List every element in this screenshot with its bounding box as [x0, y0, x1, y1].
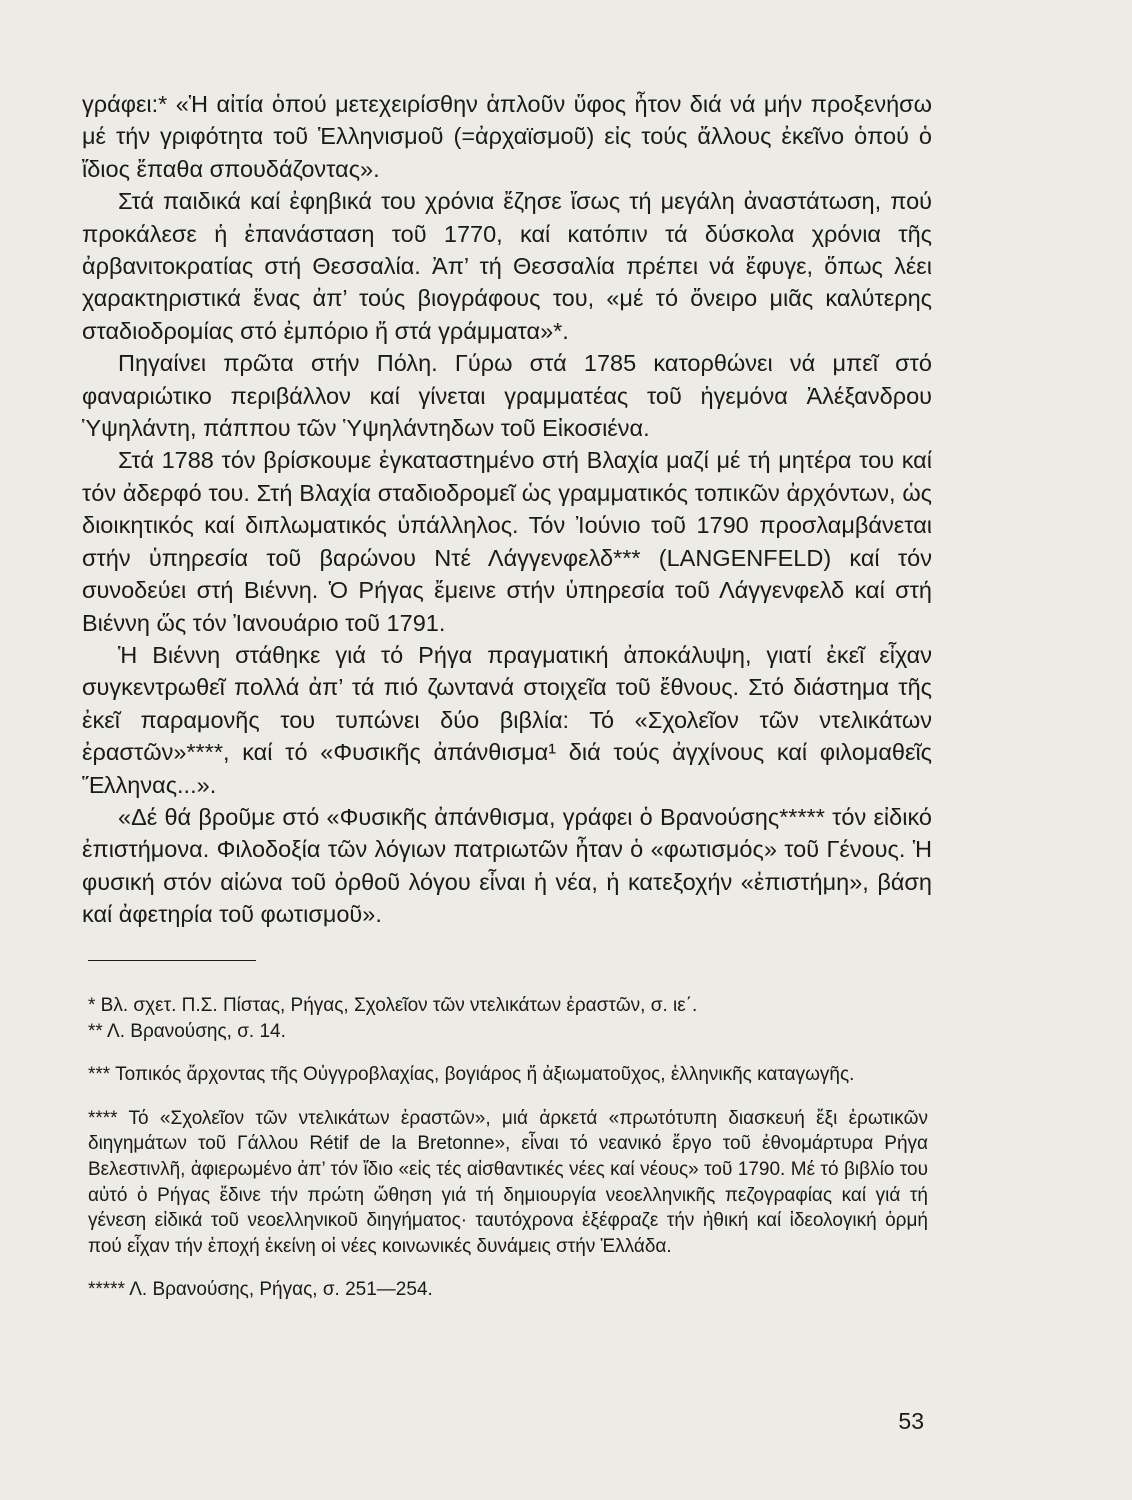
paragraph-4: Στά 1788 τόν βρίσκουμε ἐγκαταστημένο στή Βλαχία μαζί μέ τή μητέρα του καί τόν ἀδερφό του. Στή Βλαχία σταδιοδρομεῖ ὡς γραμματικός τοπικῶν ἀρχόντων, ὡς διοικητικός καί διπλωματικός ὑπάλληλος. Τόν Ἰούνιο τοῦ 1790 προσλαμβάνεται στήν ὑπηρεσία τοῦ βαρώνου Ντέ Λάγγενφελδ*** (LANGENFELD) καί τόν συνοδεύει στή Βιέννη. Ὁ Ρήγας ἔμεινε στήν ὑπηρεσία τοῦ Λάγγενφελδ καί στή Βιέννη ὥς τόν Ἰανουάριο τοῦ 1791. [82, 447, 932, 636]
footnotes [88, 993, 928, 1303]
footnote-1: * Βλ. σχετ. Π.Σ. Πίστας, Ρήγας, Σχολεῖον τῶν ντελικάτων ἐραστῶν, σ. ιε΄. [88, 995, 698, 1016]
footnote-5: ***** Λ. Βρανούσης, Ρήγας, σ. 251—254. [88, 1279, 433, 1301]
footnote-4: **** Τό «Σχολεῖον τῶν ντελικάτων ἐραστῶν», μιά ἀρκετά «πρωτότυπη διασκευή ἔξι ἐρωτικῶν διηγημάτων τοῦ Γάλλου Rétif de la Bretonne», εἶναι τό νεανικό ἔργο τοῦ ἐθνομάρτυρα Ρήγα Βελεστινλῆ, ἀφιερωμένο ἀπ’ τόν ἴδιο «εἰς τές αἰσθαντικές νέες καί νέους» τοῦ 1790. Μέ τό βιβλίο του αὐτό ὁ Ρήγας ἔδινε τήν πρώτη ὤθηση γιά τή δημιουργία νεοελληνικῆς πεζογραφίας καί γιά τή γένεση εἰδικά τοῦ νεοελληνικοῦ διηγήματος· ταυτόχρονα ἐξέφραζε τήν ἠθική καί ἰδεολογική ὁρμή πού εἶχαν τήν ἐποχή ἐκείνη οἱ νέες κοινωνικές δυνάμεις στήν Ἑλλάδα. [88, 1107, 928, 1257]
page-number: 53 [898, 1408, 924, 1434]
paragraph-5: Ἡ Βιέννη στάθηκε γιά τό Ρήγα πραγματική ἀποκάλυψη, γιατί ἐκεῖ εἶχαν συγκεντρωθεῖ πολλά ἀπ’ τά πιό ζωντανά στοιχεῖα τοῦ ἔθνους. Στό διάστημα τῆς ἐκεῖ παραμονῆς του τυπώνει δύο βιβλία: Τό «Σχολεῖον τῶν ντελικάτων ἐραστῶν»****, καί τό «Φυσικῆς ἀπάνθισμα¹ διά τούς ἀγχίνους καί φιλομαθεῖς Ἕλληνας...». [82, 641, 932, 798]
paragraph-6: «Δέ θά βροῦμε στό «Φυσικῆς ἀπάνθισμα, γράφει ὁ Βρανούσης***** τόν εἰδικό ἐπιστήμονα. Φιλοδοξία τῶν λόγιων πατριωτῶν ἦταν ὁ «φωτισμός» τοῦ Γένους. Ἡ φυσική στόν αἰώνα τοῦ ὀρθοῦ λόγου εἶναι ἡ νέα, ἡ κατεξοχήν «ἐπιστήμη», βάση καί ἀφετηρία τοῦ φωτισμοῦ». [82, 803, 932, 928]
footnote-2: ** Λ. Βρανούσης, σ. 14. [88, 1020, 286, 1042]
paragraph-2: Στά παιδικά καί ἐφηβικά του χρόνια ἔζησε ἴσως τή μεγάλη ἀναστάτωση, πού προκάλεσε ἡ ἐπανάσταση τοῦ 1770, καί κατόπιν τά δύσκολα χρόνια τῆς ἀρβανιτοκρατίας στή Θεσσαλία. Ἀπ’ τή Θεσσαλία πρέπει νά ἔφυγε, ὅπως λέει χαρακτηριστικά ἕνας ἀπ’ τούς βιογράφους του, «μέ τό ὄνειρο μιᾶς καλύτερης σταδιοδρομίας στό ἐμπόριο ἤ στά γράμματα»*. [82, 188, 932, 344]
paragraph-1: γράφει:* «Ἡ αἰτία ὁπού μετεχειρίσθην ἁπλοῦν ὕφος ἦτον διά νά μήν προξενήσω μέ τήν γριφότητα τοῦ Ἑλληνισμοῦ (=ἀρχαϊσμοῦ) εἰς τούς ἄλλους ἐκεῖνο ὁπού ὁ ἴδιος ἔπαθα σπουδάζοντας». [82, 91, 932, 182]
paragraph-3: Πηγαίνει πρῶτα στήν Πόλη. Γύρω στά 1785 κατορθώνει νά μπεῖ στό φαναριώτικο περιβάλλον καί γίνεται γραμματέας τοῦ ἡγεμόνα Ἀλέξανδρου Ὑψηλάντη, πάππου τῶν Ὑψηλάντηδων τοῦ Εἰκοσιένα. [82, 350, 932, 442]
footnote-3: *** Τοπικός ἄρχοντας τῆς Οὐγγροβλαχίας, βογιάρος ἤ ἀξιωματοῦχος, ἑλληνικῆς καταγωγῆς. [88, 1064, 855, 1086]
body-text [82, 88, 932, 931]
footnote-separator [88, 960, 256, 961]
